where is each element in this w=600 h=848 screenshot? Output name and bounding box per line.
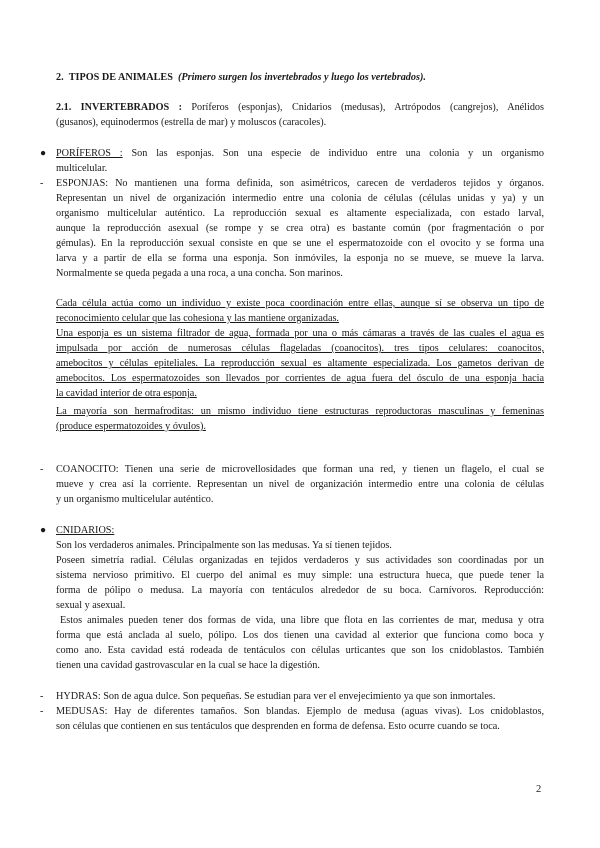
- cnidarios-line: sexual y asexual.: [56, 600, 126, 611]
- cnidarios-title: CNIDARIOS:: [56, 525, 115, 536]
- cnidarios-line: Poseen simetría radial. Células organizadas en tejidos verdaderos y sus actividades son coordinadas por un: [56, 555, 544, 566]
- esponjas-underlined-line: (produce espermatozoides y óvulos).: [56, 421, 206, 432]
- section-heading: [56, 70, 544, 85]
- esponjas-line: aunque la reproducción asexual (se rompe y se crea otra) es bastante común (por fragmentación o por: [56, 223, 544, 234]
- esponjas-underlined-line: Una esponja es un sistema filtrador de agua, formada por una o más cámaras a través de las cuales el agua es: [56, 328, 544, 339]
- esponjas-underlined-line: la cavidad interior de otra esponja.: [56, 388, 197, 399]
- dash-marker: -: [40, 178, 44, 189]
- cnidarios-line: sistema nervioso primitivo. El cuerpo del animal es muy simple: una estructura hueca, que puede tener la: [56, 570, 544, 581]
- esponjas-line: Representan un nivel de organización intermedio entre una colonia de células (células unidas y ya) y un: [56, 193, 544, 204]
- invertebrados-label: 2.1. INVERTEBRADOS :: [56, 102, 182, 113]
- coanocito-line: y un organismo multicelular auténtico.: [56, 494, 214, 505]
- cnidarios-line: forma de pólipo o medusa. La mayoría con tentáculos alrededor de su boca. Carnívoros. Reproducción:: [56, 585, 544, 596]
- bullet-icon: ●: [40, 148, 47, 159]
- cnidarios-line: tienen una cavidad gastrovascular en la cual se hace la digestión.: [56, 660, 320, 671]
- esponjas-line: organismo multicelular auténtico. La reproducción sexual es altamente especializada, con estado larval,: [56, 208, 544, 219]
- invertebrados-text-1: Poríferos (esponjas), Cnidarios (medusas), Artrópodos (cangrejos), Anélidos: [191, 102, 544, 113]
- esponjas-line: Normalmente se queda pegada a una roca, a una concha. Son marinos.: [56, 268, 343, 279]
- esponjas-underlined-line: amebocitos y células epiteliales. La reproducción sexual es altamente especializada. Los gametos derivan de: [56, 358, 544, 369]
- cnidarios-line: forma que está anclada al suelo, pólipo. Los dos tienen una cavidad al exterior que funciona como boca y: [56, 630, 544, 641]
- esponjas-line: gémulas). En la reproducción sexual consiste en que se une el espermatozoide con el ovocito y se forma una: [56, 238, 544, 249]
- dash-marker: -: [40, 691, 44, 702]
- bullet-icon: ●: [40, 525, 47, 536]
- invertebrados-paragraph-line-1: [56, 100, 544, 115]
- cnidarios-line: Estos animales pueden tener dos formas de vida, una libre que flota en las corrientes de mar, medusa y otra: [60, 615, 544, 626]
- esponjas-underlined-line: Cada célula actúa como un individuo y existe poca coordinación entre ellas, aunque sí se observa un tipo de: [56, 298, 544, 309]
- esponjas-underlined-line: La mayoría son hermafroditas: un mismo individuo tiene estructuras reproductoras masculinas y femeninas: [56, 406, 544, 417]
- heading-number: 2.: [56, 72, 64, 83]
- poriferos-line-2: multicelular.: [56, 163, 108, 174]
- poriferos-text: Son las esponjas. Son una especie de individuo entre una colonia y un organismo: [131, 148, 544, 159]
- cnidarios-line: Son los verdaderos animales. Principalmente son las medusas. Ya sí tienen tejidos.: [56, 540, 392, 551]
- dash-marker: -: [40, 464, 44, 475]
- medusas-line: son células que contienen en sus tentáculos que desprenden en forma de defensa. Esto ocurre cuando se toca.: [56, 721, 500, 732]
- heading-note: (Primero surgen los invertebrados y luego los vertebrados).: [178, 72, 426, 83]
- page-number: 2: [536, 784, 542, 795]
- poriferos-line-1: [56, 146, 544, 161]
- coanocito-line: mueve y crea así la corriente. Representan un nivel de organización intermedio entre una colonia de células: [56, 479, 544, 490]
- hydras-line: HYDRAS: Son de agua dulce. Son pequeñas. Se estudian para ver el envejecimiento ya que son inmortales.: [56, 691, 496, 702]
- esponjas-underlined-line: reconocimiento celular que las cohesiona y las mantiene organizadas.: [56, 313, 339, 324]
- dash-marker: -: [40, 706, 44, 717]
- esponjas-underlined-line: impulsada por acción de numerosas células flageladas (coanocitos). tres tipos celulares: coanocitos,: [56, 343, 544, 354]
- invertebrados-paragraph-line-2: (gusanos), equinodermos (estrella de mar) y moluscos (caracoles).: [56, 117, 327, 128]
- esponjas-line: ESPONJAS: No mantienen una forma definida, son asimétricos, carecen de verdaderos tejidos y órganos.: [56, 178, 544, 189]
- cnidarios-line: como ano. Esta cavidad está rodeada de tentáculos con células urticantes que son los cnidoblastos. También: [56, 645, 544, 656]
- esponjas-underlined-line: amebocitos. Los espermatozoides son llevados por corrientes de agua fuera del ósculo de una esponja hacia: [56, 373, 544, 384]
- poriferos-title: PORÍFEROS :: [56, 148, 123, 159]
- esponjas-line: larva y a partir de ella se forma una esponja. Son inmóviles, la esponja no se mueve, se mueve la larva.: [56, 253, 544, 264]
- medusas-line: MEDUSAS: Hay de diferentes tamaños. Son blandas. Ejemplo de medusa (aguas vivas). Los cnidoblastos,: [56, 706, 544, 717]
- coanocito-line: COANOCITO: Tienen una serie de microvellosidades que forman una red, y tienen un flagelo, el cual se: [56, 464, 544, 475]
- heading-title: TIPOS DE ANIMALES: [68, 72, 173, 83]
